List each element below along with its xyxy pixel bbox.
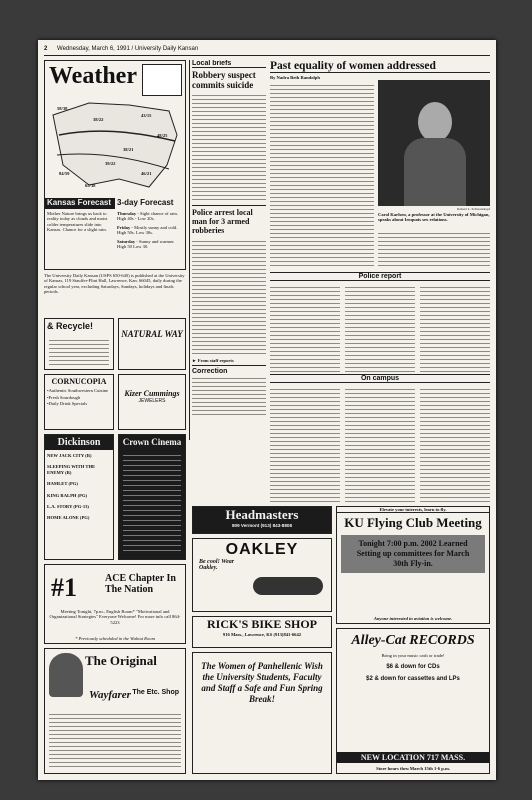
on-campus: On campus — [270, 374, 490, 504]
natural-way-ad: NATURAL WAY — [118, 318, 186, 370]
headmasters-ad: Headmasters 809 Vermont (913) 843-8808 — [192, 506, 332, 534]
three-day-list — [117, 211, 183, 249]
crown-cinema-ad: Crown Cinema — [118, 434, 186, 560]
police-report: Police report — [270, 272, 490, 372]
weather-map — [49, 95, 183, 195]
ricks-bike-shop-ad: RICK'S BIKE SHOP 916 Mass., Lawrence, KS (913)841-6642 — [192, 616, 332, 648]
panhellenic-ad: The Women of Panhellenic Wish the University Students, Faculty and Staff a Safe and Fun Spring Break! — [192, 652, 332, 774]
byline: By Nadra Beth Randolph — [270, 75, 320, 80]
ace-chapter-ad: #1 ACE Chapter In The Nation Meeting Tonight, 7p.m., English Room* "Motivational and Organizational Strategies" Everyone Welcome! For more info call 864-5223 * Previously scheduled in the Walnut Room — [44, 564, 186, 644]
brief-headline: Robbery suspect commits suicide — [192, 70, 256, 90]
page-header — [44, 46, 198, 52]
alley-cat-records-ad: Alley-Cat RECORDS Bring in your music cash or trade! $6 & down for CDs $2 & down for cassettes and LPs NEW LOCATION 717 MASS. Store hours thru March 15th 1-6 p.m. — [336, 628, 490, 774]
model-photo — [49, 653, 83, 697]
forecast-day: Saturday - Sunny and warmer. High 50 Low 30. — [117, 238, 175, 250]
three-day-label: 3-day Forecast — [117, 198, 174, 207]
kansas-forecast-label: Kansas Forecast — [45, 198, 115, 209]
weather-box — [44, 60, 186, 270]
temp-label: 39/22 — [105, 161, 116, 166]
temp-label: 43/15 — [141, 113, 152, 118]
local-briefs-column: Local briefs Robbery suspect commits suicide Police arrest local man for 3 armed robberies ► From staff reports Correction — [192, 60, 266, 438]
feature-headline: Past equality of women addressed — [270, 60, 490, 73]
cornucopia-ad: CORNUCOPIA •Authentic Southwestern Cuisine •Fresh Sourdough •Daily Drink Specials — [44, 374, 114, 430]
photo-caption: Carol Karlsen, a professor at the University of Michigan, speaks about Iroquois sex relations. — [378, 212, 490, 223]
newspaper-page — [38, 40, 496, 780]
recycle-ad: & Recycle! — [44, 318, 114, 370]
temp-label: 65/38 — [85, 183, 96, 188]
the-original-ad: The Original Wayfarer The Etc. Shop — [44, 648, 186, 774]
temp-label: 84/59 — [59, 171, 70, 176]
forecast-day: Thursday - Sight chance of rain. High 40s - Low 20s. — [117, 211, 179, 222]
page-number: 2 — [44, 46, 48, 52]
dickinson-theatres-ad: Dickinson NEW JACK CITY (R) SLEEPING WITH THE ENEMY (R) HAMLET (PG) KING RALPH (PG) L.A. STORY (PG-13) HOME ALONE (PG) — [44, 434, 114, 560]
temp-label: 48/25 — [157, 133, 168, 138]
temp-label: 58/38 — [57, 106, 68, 111]
forecast-day: Friday - Mostly sunny and cold. High 50s. Low 30s. — [117, 224, 178, 236]
weather-title: Weather — [49, 63, 137, 89]
dateline: Wednesday, March 6, 1991 / University Daily Kansan — [57, 46, 199, 52]
temp-label: 38/21 — [123, 147, 134, 152]
weather-logo-icon — [142, 64, 182, 96]
feature-story: Past equality of women addressed By Nadra Beth Randolph Robert L. Schwarzkopf Carol Karlsen, a professor at the University of Michigan, speaks about Iroquois sex relations. — [270, 60, 490, 270]
temp-label: 38/22 — [93, 117, 104, 122]
kizer-cummings-ad: Kizer Cummings JEWELERS — [118, 374, 186, 430]
masthead-text: The University Daily Kansan (USPS 650-640) is published at the University of Kansas, 119 Stauffer-Flint Hall, Lawrence, Kan. 66045, daily during the regular school year, excluding Saturdays, Sundays, holidays and finals periods. — [44, 273, 185, 295]
oakley-ad: OAKLEY Be cool! Wear Oakley. — [192, 538, 332, 612]
temp-label: 46/21 — [141, 171, 152, 176]
speaker-photo — [378, 80, 490, 206]
sunglasses-icon — [253, 577, 323, 595]
kansas-forecast-text: Mother Nature brings us back to reality today as clouds and moist colder temperatures slide into Kansas. Chance for a slight rain. — [47, 211, 108, 233]
brief-headline: Police arrest local man for 3 armed robberies — [192, 205, 266, 235]
ku-flying-club-ad: Elevate your interests, learn to fly. KU Flying Club Meeting Tonight 7:00 p.m. 2002 Learned Setting up committees for March 30th Fly-in. Anyone interested in aviation is welcome. — [336, 506, 490, 624]
